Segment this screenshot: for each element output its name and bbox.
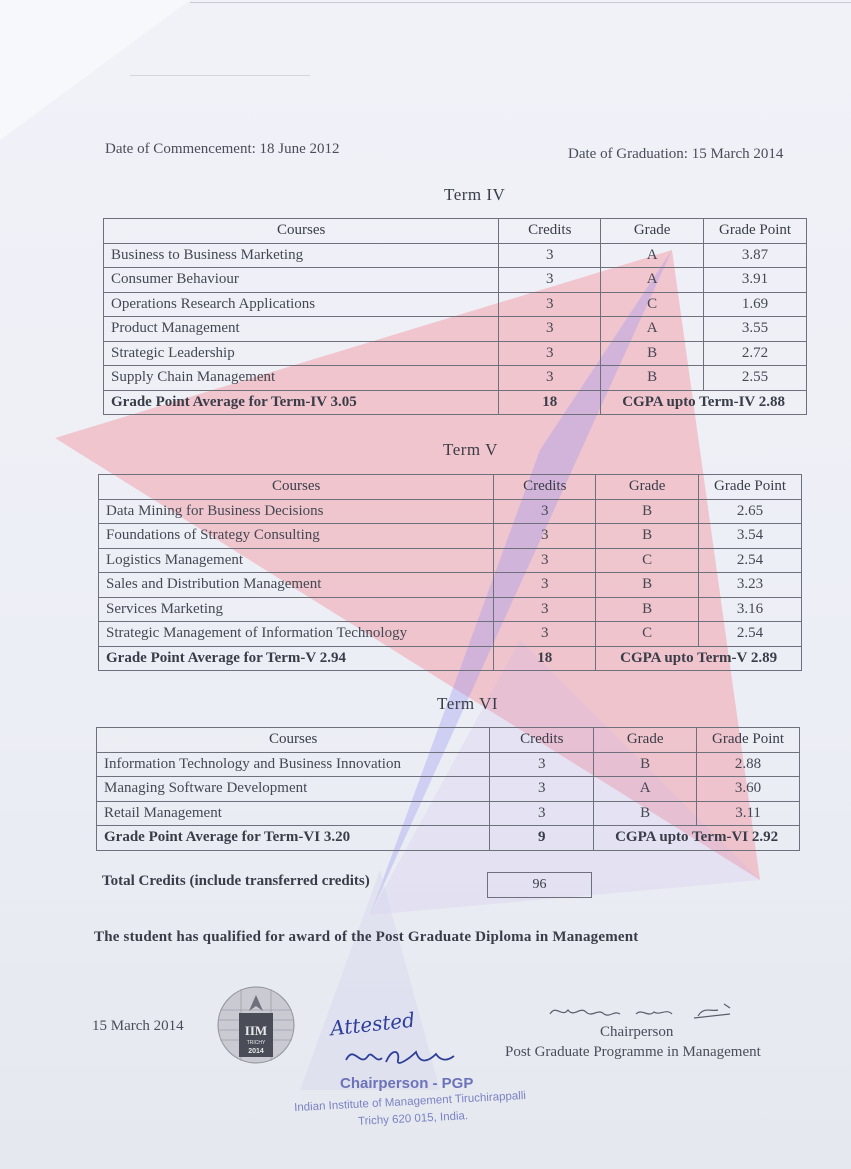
- total-row: [104, 390, 807, 415]
- graduation-date: Date of Graduation: 15 March 2014: [568, 146, 784, 162]
- term-title: Term VI: [437, 694, 499, 713]
- grade: A: [601, 268, 704, 293]
- header-credits: Credits: [499, 219, 601, 244]
- table-row: [104, 341, 807, 366]
- grade-point: 3.16: [699, 597, 802, 622]
- cgpa: CGPA upto Term-V 2.89: [596, 646, 802, 671]
- grade-point: 3.87: [704, 243, 807, 268]
- term-title: Term V: [443, 440, 498, 459]
- course-name: Foundations of Strategy Consulting: [99, 524, 494, 549]
- grade: B: [594, 752, 697, 777]
- term-iv-table: [103, 218, 807, 415]
- stamp-institution: Indian Institute of Management Tiruchirappalli: [293, 1089, 527, 1115]
- course-name: Operations Research Applications: [104, 292, 499, 317]
- table-row: [99, 524, 802, 549]
- course-name: Consumer Behaviour: [104, 268, 499, 293]
- grade-point: 2.88: [697, 752, 800, 777]
- grade: B: [596, 573, 699, 598]
- course-name: Strategic Leadership: [104, 341, 499, 366]
- course-name: Information Technology and Business Innovation: [97, 752, 490, 777]
- credits: 3: [499, 317, 601, 342]
- grade: C: [601, 292, 704, 317]
- grade: C: [596, 548, 699, 573]
- total-row: [99, 646, 802, 671]
- grade-point: 3.23: [699, 573, 802, 598]
- term-vi-table: [96, 727, 800, 851]
- credits: 3: [499, 292, 601, 317]
- grade-point: 3.11: [697, 801, 800, 826]
- credits: 3: [490, 777, 594, 802]
- header-grade: Grade: [601, 219, 704, 244]
- course-name: Sales and Distribution Management: [99, 573, 494, 598]
- grade: B: [596, 524, 699, 549]
- header-grade-point: Grade Point: [697, 728, 800, 753]
- table-row: [99, 622, 802, 647]
- total-row: [97, 826, 800, 851]
- header-grade: Grade: [596, 475, 699, 500]
- credits: 3: [494, 573, 596, 598]
- grade: C: [596, 622, 699, 647]
- table-row: [99, 573, 802, 598]
- table-header-row: [97, 728, 800, 753]
- table-row: [99, 548, 802, 573]
- total-credits-value: 96: [487, 872, 592, 898]
- grade: A: [601, 243, 704, 268]
- table-row: [97, 752, 800, 777]
- grade-point: 2.55: [704, 366, 807, 391]
- grade-point: 3.55: [704, 317, 807, 342]
- term-total-credits: 9: [490, 826, 594, 851]
- faint-line: [130, 75, 310, 76]
- grade-point: 3.54: [699, 524, 802, 549]
- term-gpa: Grade Point Average for Term-VI 3.20: [97, 826, 490, 851]
- course-name: Retail Management: [97, 801, 490, 826]
- stamp-address: Trichy 620 015, India.: [357, 1110, 469, 1128]
- course-name: Services Marketing: [99, 597, 494, 622]
- grade-point: 2.65: [699, 499, 802, 524]
- credits: 3: [499, 268, 601, 293]
- term-title: Term IV: [444, 185, 506, 204]
- credits: 3: [494, 548, 596, 573]
- credits: 3: [499, 243, 601, 268]
- attested-handwriting: Attested: [328, 1007, 416, 1041]
- cgpa: CGPA upto Term-IV 2.88: [601, 390, 807, 415]
- table-row: [104, 268, 807, 293]
- credits: 3: [499, 366, 601, 391]
- table-header-row: [104, 219, 807, 244]
- chairperson-signature: [548, 998, 738, 1024]
- credits: 3: [494, 622, 596, 647]
- grade-point: 1.69: [704, 292, 807, 317]
- credits: 3: [494, 597, 596, 622]
- table-header-row: [99, 475, 802, 500]
- course-name: Product Management: [104, 317, 499, 342]
- cgpa: CGPA upto Term-VI 2.92: [594, 826, 800, 851]
- commencement-date: Date of Commencement: 18 June 2012: [105, 141, 340, 157]
- credits: 3: [499, 341, 601, 366]
- iim-trichy-logo: [216, 985, 296, 1065]
- table-row: [97, 801, 800, 826]
- chairperson-label: Chairperson: [600, 1024, 674, 1040]
- credits: 3: [494, 524, 596, 549]
- header-grade-point: Grade Point: [704, 219, 807, 244]
- term-total-credits: 18: [499, 390, 601, 415]
- course-name: Supply Chain Management: [104, 366, 499, 391]
- course-name: Business to Business Marketing: [104, 243, 499, 268]
- header-courses: Courses: [97, 728, 490, 753]
- attestation-signature: [340, 1038, 460, 1074]
- header-grade: Grade: [594, 728, 697, 753]
- credits: 3: [490, 801, 594, 826]
- course-name: Strategic Management of Information Technology: [99, 622, 494, 647]
- grade-point: 2.54: [699, 622, 802, 647]
- header-credits: Credits: [490, 728, 594, 753]
- term-v-table: [98, 474, 802, 671]
- svg-text:2014: 2014: [248, 1048, 264, 1055]
- table-row: [104, 317, 807, 342]
- grade-point: 2.54: [699, 548, 802, 573]
- course-name: Managing Software Development: [97, 777, 490, 802]
- table-row: [99, 597, 802, 622]
- credits: 3: [494, 499, 596, 524]
- grade-point: 2.72: [704, 341, 807, 366]
- grade: B: [601, 341, 704, 366]
- grade-point: 3.91: [704, 268, 807, 293]
- header-courses: Courses: [99, 475, 494, 500]
- table-row: [104, 366, 807, 391]
- grade: B: [596, 597, 699, 622]
- course-name: Data Mining for Business Decisions: [99, 499, 494, 524]
- folded-corner: [0, 0, 190, 140]
- programme-label: Post Graduate Programme in Management: [505, 1044, 761, 1060]
- page-edge: [190, 2, 851, 3]
- grade: B: [601, 366, 704, 391]
- grade: A: [601, 317, 704, 342]
- grade: A: [594, 777, 697, 802]
- credits: 3: [490, 752, 594, 777]
- table-row: [104, 292, 807, 317]
- table-row: [104, 243, 807, 268]
- grade-point: 3.60: [697, 777, 800, 802]
- grade: B: [596, 499, 699, 524]
- qualification-statement: The student has qualified for award of the Post Graduate Diploma in Management: [94, 929, 639, 945]
- table-row: [99, 499, 802, 524]
- header-credits: Credits: [494, 475, 596, 500]
- issue-date: 15 March 2014: [92, 1018, 184, 1034]
- total-credits-label: Total Credits (include transferred credits): [102, 873, 370, 889]
- grade: B: [594, 801, 697, 826]
- header-grade-point: Grade Point: [699, 475, 802, 500]
- svg-text:IIM: IIM: [244, 1023, 268, 1038]
- header-courses: Courses: [104, 219, 499, 244]
- term-gpa: Grade Point Average for Term-IV 3.05: [104, 390, 499, 415]
- table-row: [97, 777, 800, 802]
- term-gpa: Grade Point Average for Term-V 2.94: [99, 646, 494, 671]
- course-name: Logistics Management: [99, 548, 494, 573]
- svg-text:TRICHY: TRICHY: [246, 1040, 266, 1046]
- term-total-credits: 18: [494, 646, 596, 671]
- stamp-title: Chairperson - PGP: [340, 1075, 474, 1092]
